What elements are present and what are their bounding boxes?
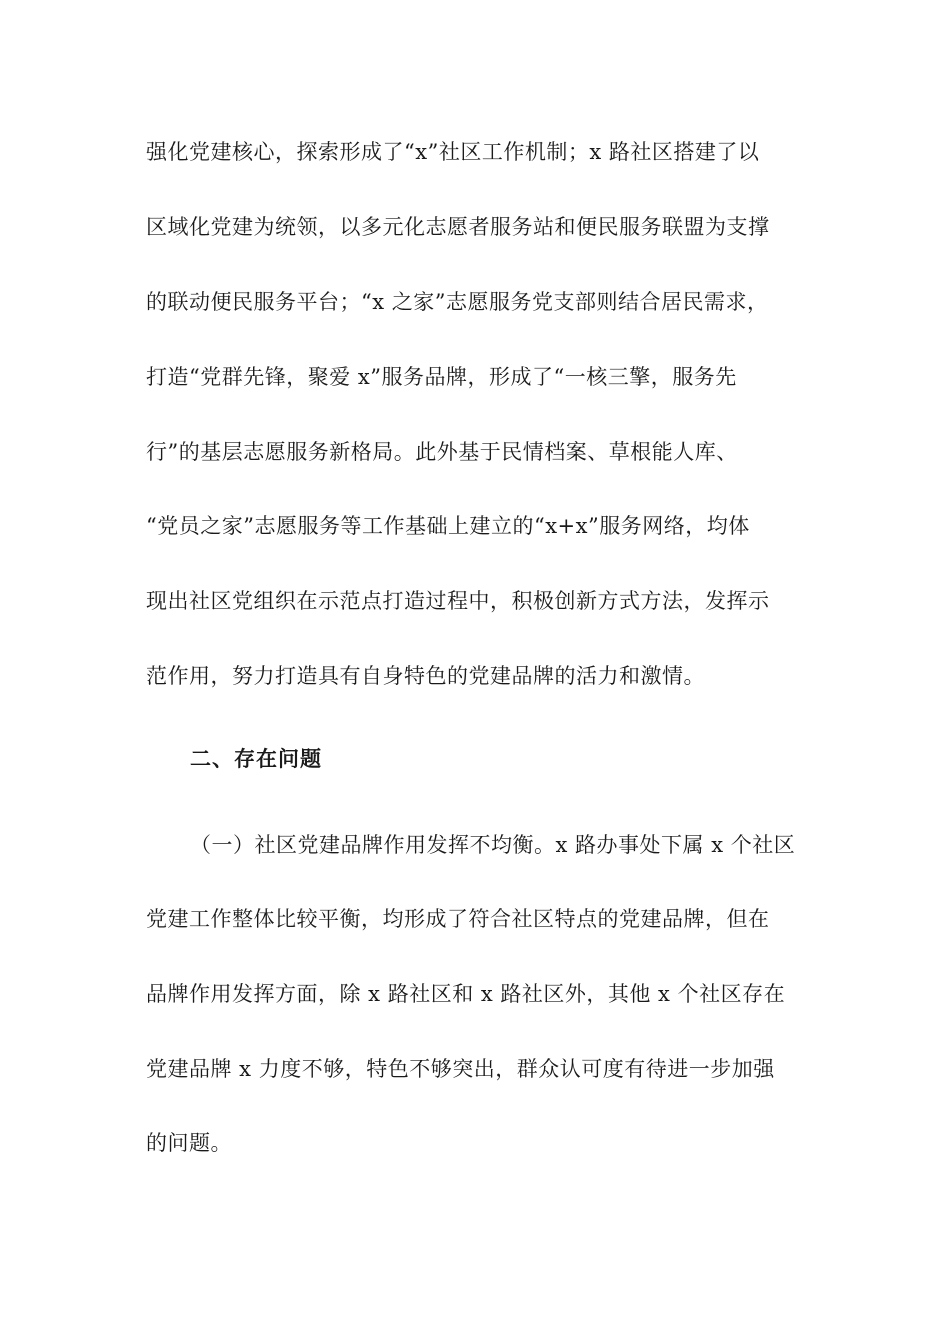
paragraph-line: 现出社区党组织在示范点打造过程中，积极创新方式方法，发挥示 <box>146 589 770 613</box>
section-heading: 二、存在问题 <box>190 747 322 771</box>
paragraph-line: 区域化党建为统领，以多元化志愿者服务站和便民服务联盟为支撑 <box>146 215 770 239</box>
paragraph-line: “党员之家”志愿服务等工作基础上建立的“x+x”服务网络，均体 <box>146 514 750 538</box>
paragraph-line: 的问题。 <box>146 1131 232 1155</box>
paragraph-line: 的联动便民服务平台；“x 之家”志愿服务党支部则结合居民需求， <box>146 290 769 314</box>
paragraph-line: 范作用，努力打造具有自身特色的党建品牌的活力和激情。 <box>146 664 705 688</box>
paragraph-line: 行”的基层志愿服务新格局。此外基于民情档案、草根能人库、 <box>146 440 738 464</box>
paragraph-line: 党建工作整体比较平衡，均形成了符合社区特点的党建品牌，但在 <box>146 907 770 931</box>
paragraph-line: 打造“党群先锋，聚爱 x”服务品牌，形成了“一核三擎，服务先 <box>146 365 737 389</box>
paragraph-line: 强化党建核心，探索形成了“x”社区工作机制；x 路社区搭建了以 <box>146 140 760 164</box>
paragraph-line: 党建品牌 x 力度不够，特色不够突出，群众认可度有待进一步加强 <box>146 1057 775 1081</box>
paragraph-line: （一）社区党建品牌作用发挥不均衡。x 路办事处下属 x 个社区 <box>190 833 796 857</box>
paragraph-line: 品牌作用发挥方面，除 x 路社区和 x 路社区外，其他 x 个社区存在 <box>146 982 786 1006</box>
